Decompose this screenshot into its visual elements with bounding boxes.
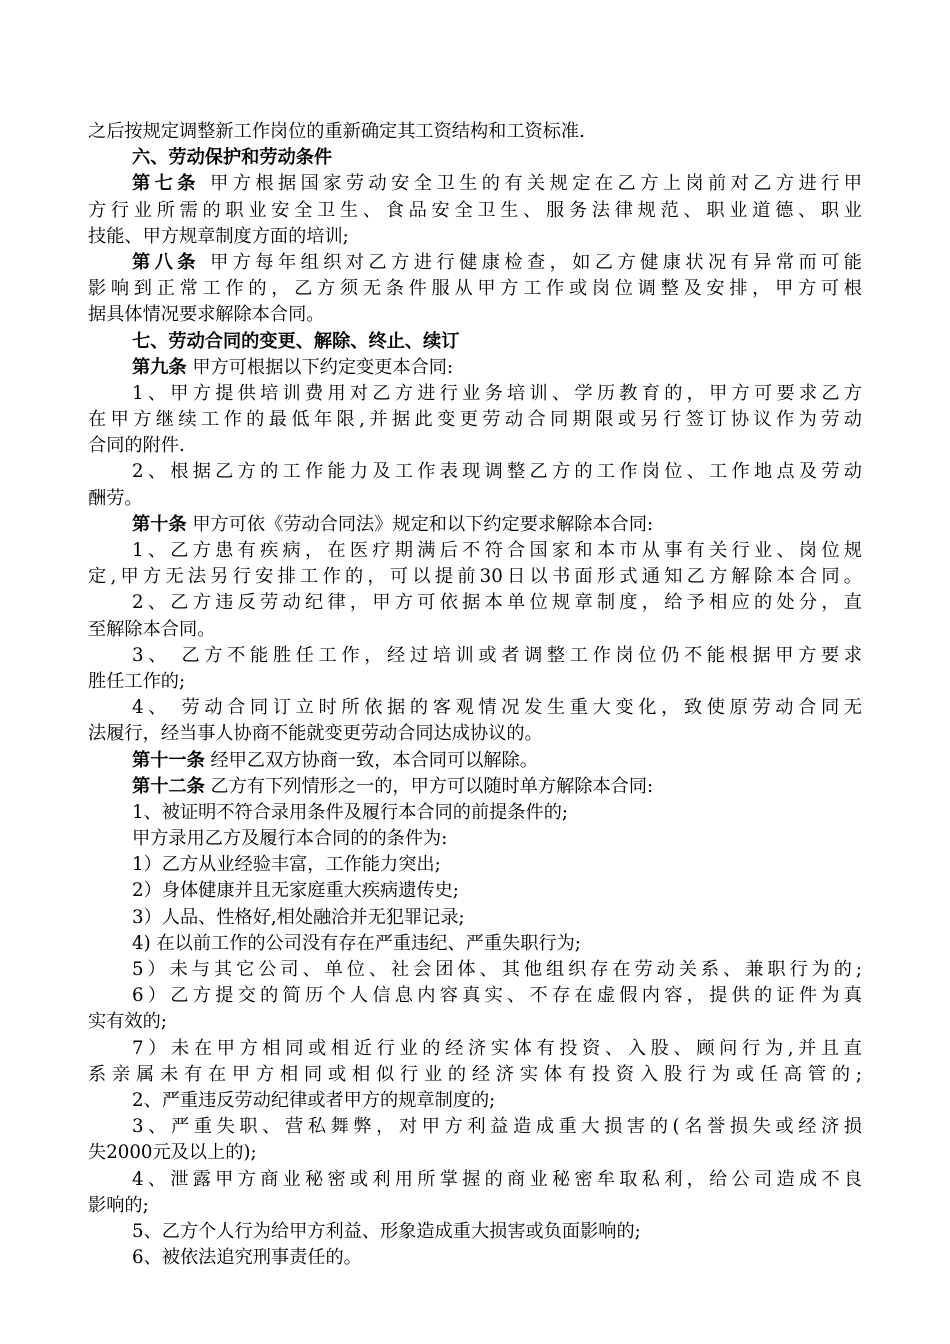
paragraph-line: 技能、甲方规章制度方面的培训; <box>88 225 349 247</box>
list-item-line: 4、泄露甲方商业秘密或利用所掌握的商业秘密牟取私利，给公司造成不良 <box>132 1168 862 1190</box>
paragraph-line: 之后按规定调整新工作岗位的重新确定其工资结构和工资标准. <box>88 121 585 142</box>
paragraph-line: 系亲属未有在甲方相同或相似行业的经济实体有投资入股行为或任高管的; <box>88 1063 862 1085</box>
list-item-line: 1、乙方患有疾病，在医疗期满后不符合国家和本市从事有关行业、岗位规 <box>132 540 862 561</box>
article-line: 第八条 甲方每年组织对乙方进行健康检查，如乙方健康状况有异常而可能 <box>132 251 862 273</box>
article-number: 第七条 <box>132 173 200 195</box>
article-line: 第九条 甲方可根据以下约定变更本合同: <box>132 356 454 378</box>
list-item-line: 5、乙方个人行为给甲方利益、形象造成重大损害或负面影响的; <box>132 1220 641 1242</box>
paragraph-line: 至解除本合同。 <box>88 618 216 640</box>
paragraph-line: 在甲方继续工作的最低年限,并据此变更劳动合同期限或另行签订协议作为劳动 <box>88 409 862 431</box>
list-item-line: 甲方录用乙方及履行本合同的的条件为: <box>132 828 448 850</box>
paragraph-line: 方行业所需的职业安全卫生、食品安全卫生、服务法律规范、职业道德、职业 <box>88 199 862 221</box>
list-item-line: 6、被依法追究刑事责任的。 <box>132 1247 362 1269</box>
list-item-line: 4) 在以前工作的公司没有存在严重违纪、严重失职行为; <box>132 932 581 954</box>
article-line: 第十条 甲方可依《劳动合同法》规定和以下约定要求解除本合同: <box>132 513 654 535</box>
paragraph-line: 失2000元及以上的); <box>88 1142 257 1164</box>
article-number: 第十条 <box>132 513 187 535</box>
paragraph-line: 影响的; <box>88 1194 149 1216</box>
list-item-line: 1、被证明不符合录用条件及履行本合同的前提条件的; <box>132 801 569 823</box>
paragraph-line: 法履行，经当事人协商不能就变更劳动合同达成协议的。 <box>88 723 543 745</box>
list-item-line: 1）乙方从业经验丰富，工作能力突出; <box>132 854 441 876</box>
article-line: 第十一条 经甲乙双方协商一致，本合同可以解除。 <box>132 749 538 771</box>
article-line: 第十二条 乙方有下列情形之一的，甲方可以随时单方解除本合同: <box>132 775 654 797</box>
article-number: 第十二条 <box>132 775 205 797</box>
paragraph-line: 影响到正常工作的，乙方须无条件服从甲方工作或岗位调整及安排，甲方可根 <box>88 278 862 300</box>
list-item-line: 3）人品、性格好,相处融洽并无犯罪记录; <box>132 906 465 928</box>
list-item-line: 2、乙方违反劳动纪律，甲方可依据本单位规章制度，给予相应的处分，直 <box>132 592 862 614</box>
list-item-line: 3、 乙方不能胜任工作，经过培训或者调整工作岗位仍不能根据甲方要求 <box>132 644 862 666</box>
list-item-line: 2）身体健康并且无家庭重大疾病遗传史; <box>132 880 459 902</box>
list-item-line: 1、甲方提供培训费用对乙方进行业务培训、学历教育的，甲方可要求乙方 <box>132 382 862 404</box>
list-item-line: 5）未与其它公司、单位、社会团体、其他组织存在劳动关系、兼职行为的; <box>132 959 862 980</box>
paragraph-line: 定,甲方无法另行安排工作的，可以提前30日以书面形式通知乙方解除本合同。 <box>88 566 862 588</box>
list-item-line: 7）未在甲方相同或相近行业的经济实体有投资、入股、顾问行为,并且直 <box>132 1037 862 1059</box>
paragraph-line: 酬劳。 <box>88 487 143 509</box>
list-item-line: 6）乙方提交的简历个人信息内容真实、不存在虚假内容，提供的证件为真 <box>132 985 862 1007</box>
list-item-line: 3、严重失职、营私舞弊，对甲方利益造成重大损害的(名誉损失或经济损 <box>132 1116 862 1138</box>
list-item-line: 4、 劳动合同订立时所依据的客观情况发生重大变化，致使原劳动合同无 <box>132 697 862 719</box>
section-heading: 六、劳动保护和劳动条件 <box>132 147 333 169</box>
paragraph-line: 胜任工作的; <box>88 670 186 692</box>
article-line: 第七条 甲方根据国家劳动安全卫生的有关规定在乙方上岗前对乙方进行甲 <box>132 173 862 195</box>
article-number: 第九条 <box>132 356 187 378</box>
document-body <box>88 119 862 1271</box>
paragraph-line: 实有效的; <box>88 1011 167 1033</box>
list-item-line: 2、根据乙方的工作能力及工作表现调整乙方的工作岗位、工作地点及劳动 <box>132 461 862 483</box>
paragraph-line: 据具体情况要求解除本合同。 <box>88 304 325 326</box>
list-item-line: 2、严重违反劳动纪律或者甲方的规章制度的; <box>132 1089 496 1111</box>
article-number: 第八条 <box>132 251 200 273</box>
section-heading: 七、劳动合同的变更、解除、终止、续订 <box>132 330 460 352</box>
paragraph-line: 合同的附件. <box>88 435 185 457</box>
article-number: 第十一条 <box>132 749 205 771</box>
